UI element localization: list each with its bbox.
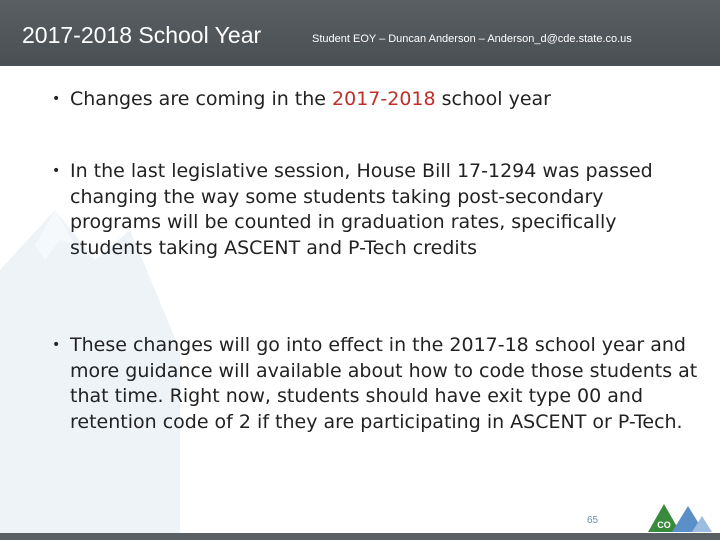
header-subtitle: Student EOY – Duncan Anderson – Anderson_d@cde.state.co.us [312, 33, 632, 45]
bullet-text: Changes are coming in the [70, 88, 333, 110]
page-number: 65 [587, 515, 599, 526]
bullet-dot: • [52, 91, 61, 107]
bullet-item [40, 159, 700, 261]
bullet-dot: • [52, 163, 61, 179]
bullet-item [40, 87, 700, 113]
slide-header [0, 0, 720, 66]
bullet-item [40, 333, 700, 435]
cde-logo-icon [646, 498, 714, 534]
bullet-text: These changes will go into effect in the 2017-18 school year and more guidance will available about how to code those students at that time. Right now, students should have exit type 00 and retention code of 2 if they are participating in ASCENT or P-Tech. [70, 334, 698, 433]
bullet-dot: • [52, 337, 61, 353]
logo-text: CO [657, 520, 671, 530]
bullet-text: In the last legislative session, House Bill 17-1294 was passed changing the way some students taking post-secondary programs will be counted in graduation rates, specifically students taking ASCENT and P-Tech credits [70, 160, 653, 259]
footer-bar [0, 533, 720, 540]
highlight-year: 2017-2018 [332, 88, 436, 110]
bullet-text: school year [435, 88, 551, 110]
slide-title: 2017-2018 School Year [22, 22, 262, 48]
